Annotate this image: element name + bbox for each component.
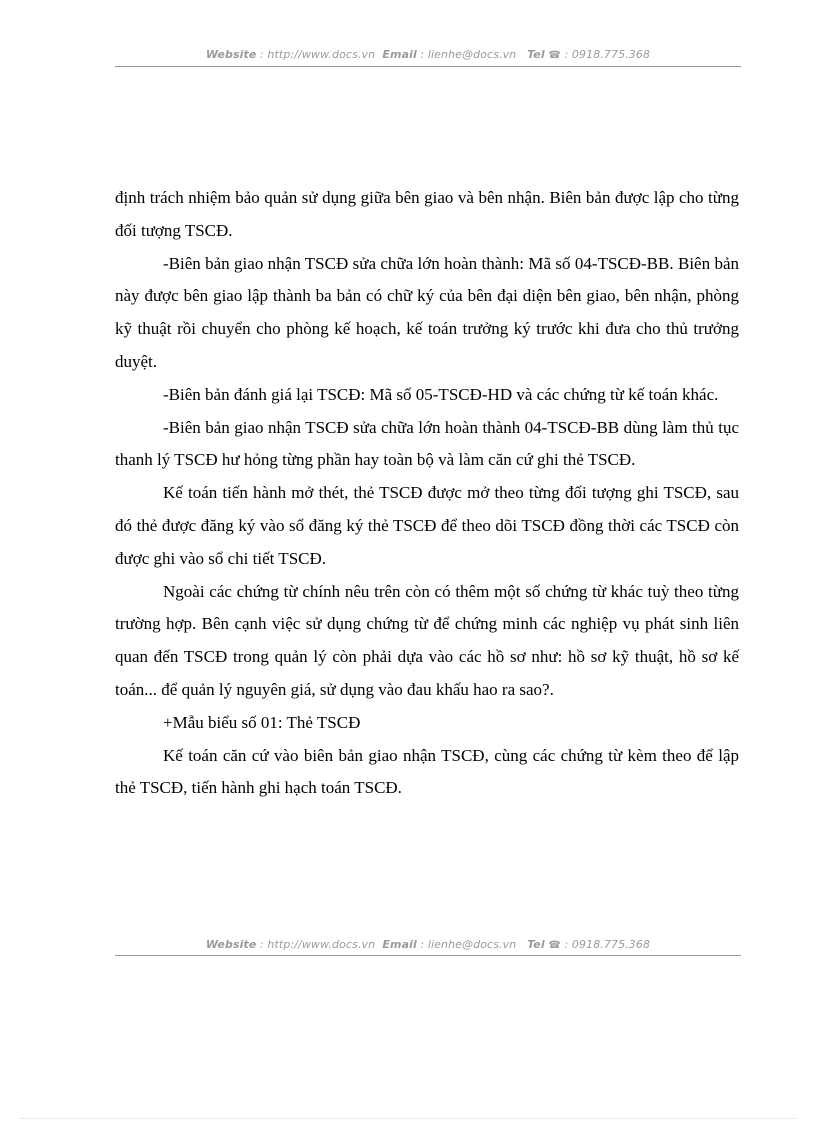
body-paragraph: Ngoài các chứng từ chính nêu trên còn có thêm một số chứng từ khác tuỳ theo từng trường hợp. Bên cạnh việc sử dụng chứng từ để chứng minh các nghiệp vụ phát sinh liên quan đến TSCĐ trong quản lý còn phải dựa vào các hồ sơ như: hồ sơ kỹ thuật, hồ sơ kế toán... để quản lý nguyên giá, sử dụng vào đau khấu hao ra sao?. <box>115 581 739 699</box>
body-paragraph: -Biên bản giao nhận TSCĐ sửa chữa lớn hoàn thành 04-TSCĐ-BB dùng làm thủ tục thanh lý TSCĐ hư hỏng từng phần hay toàn bộ và làm căn cứ ghi thẻ TSCĐ. <box>115 417 739 470</box>
email-separator: : <box>416 938 428 951</box>
email-value: lienhe@docs.vn <box>427 938 517 951</box>
website-url: http://www.docs.vn <box>267 938 376 951</box>
body-paragraph: +Mẫu biểu số 01: Thẻ TSCĐ <box>163 712 361 732</box>
phone-icon: ☎ <box>548 50 561 61</box>
footer-divider <box>115 955 741 956</box>
phone-icon: ☎ <box>548 940 561 951</box>
website-label: Website <box>205 48 257 61</box>
body-paragraph: Kế toán tiến hành mở thét, thẻ TSCĐ được mở theo từng đối tượng ghi TSCĐ, sau đó thẻ được đăng ký vào sổ đăng ký thẻ TSCĐ để theo dõi TSCĐ đồng thời các TSCĐ còn được ghi vào sổ chi tiết TSCĐ. <box>115 483 739 568</box>
header-divider <box>115 66 741 67</box>
email-separator: : <box>416 48 428 61</box>
tel-label: Tel <box>527 48 545 61</box>
email-label: Email <box>382 938 417 951</box>
website-separator: : <box>256 48 268 61</box>
page-edge-divider <box>20 1118 796 1119</box>
body-paragraph: Kế toán căn cứ vào biên bản giao nhận TSCĐ, cùng các chứng từ kèm theo để lập thẻ TSCĐ, tiến hành ghi hạch toán TSCĐ. <box>115 745 739 798</box>
page-footer <box>115 938 741 951</box>
body-paragraph: -Biên bản đánh giá lại TSCĐ: Mã số 05-TSCĐ-HD và các chứng từ kế toán khác. <box>163 384 719 404</box>
website-label: Website <box>205 938 257 951</box>
website-separator: : <box>256 938 268 951</box>
tel-label: Tel <box>527 938 545 951</box>
email-value: lienhe@docs.vn <box>427 48 517 61</box>
email-label: Email <box>382 48 417 61</box>
body-paragraph: -Biên bản giao nhận TSCĐ sửa chữa lớn hoàn thành: Mã số 04-TSCĐ-BB. Biên bản này được bên giao lập thành ba bản có chữ ký của bên đại diện bên giao, bên nhận, phòng kỹ thuật rồi chuyển cho phòng kế hoạch, kế toán trưởng ký trước khi đưa cho thủ trưởng duyệt. <box>115 253 739 371</box>
document-body <box>115 182 739 805</box>
body-paragraph: định trách nhiệm bảo quản sử dụng giữa bên giao và bên nhận. Biên bản được lập cho từng đối tượng TSCĐ. <box>115 188 739 240</box>
tel-value: : 0918.775.368 <box>560 48 651 61</box>
page-header <box>115 48 741 61</box>
tel-value: : 0918.775.368 <box>560 938 651 951</box>
website-url: http://www.docs.vn <box>267 48 376 61</box>
